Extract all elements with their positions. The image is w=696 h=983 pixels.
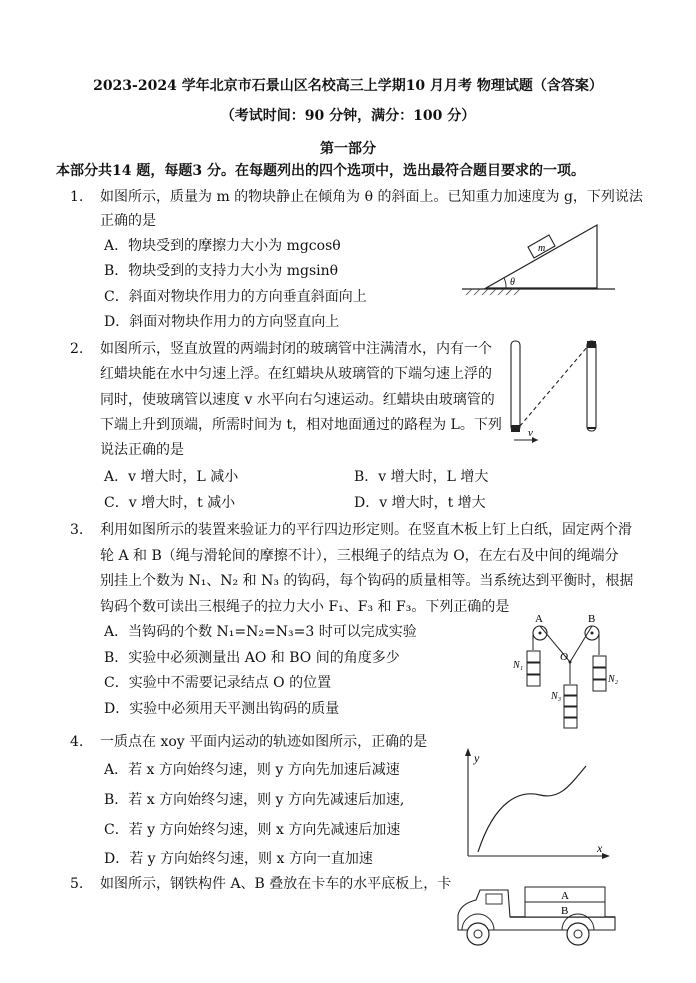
- q5-number: 5.: [70, 876, 84, 892]
- q1-option-b: B．物块受到的支持力大小为 mgsinθ: [104, 263, 339, 279]
- q5-block-b-label: B: [561, 905, 569, 917]
- q3-option-b: B．实验中必须测量出 AO 和 BO 间的角度多少: [104, 650, 400, 666]
- q3-stem-line-3: 别挂上个数为 N₁、N₂ 和 N₃ 的钩码，每个钩码的质量相等。当系统达到平衡时，根据: [100, 573, 634, 589]
- q4-stem-line-1: 一质点在 xoy 平面内运动的轨迹如图所示，正确的是: [100, 734, 428, 750]
- q2-velocity-label: v: [528, 427, 533, 439]
- part-heading: 第一部分: [320, 141, 376, 157]
- q1-stem-line-2: 正确的是: [100, 213, 156, 229]
- q2-stem-line-2: 红蜡块能在水中匀速上浮。在红蜡块从玻璃管的下端匀速上浮的: [100, 366, 492, 382]
- q4-option-b: B．若 x 方向始终匀速，则 y 方向先减速后加速,: [104, 792, 405, 808]
- document-title: 2023-2024 学年北京市石景山区名校高三上学期10 月月考 物理试题（含答案）: [93, 78, 603, 94]
- q3-option-d: D．实验中必须用天平测出钩码的质量: [104, 701, 340, 717]
- q1-angle-label: θ: [510, 277, 515, 288]
- q2-stem-line-1: 如图所示，竖直放置的两端封闭的玻璃管中注满清水，内有一个: [100, 341, 492, 357]
- q3-n1-label: N₁: [513, 660, 524, 671]
- q1-number: 1.: [70, 189, 84, 205]
- q3-option-c: C．实验中不需要记录结点 O 的位置: [104, 675, 332, 691]
- q3-option-a: A．当钩码的个数 N₁=N₂=N₃=3 时可以完成实验: [104, 624, 417, 640]
- q3-n2-label: N₂: [608, 674, 619, 685]
- q1-option-d: D．斜面对物块作用力的方向竖直向上: [104, 314, 340, 330]
- q3-knot-label: O: [560, 651, 568, 663]
- q1-block-label: m: [538, 243, 546, 254]
- q2-stem-line-5: 说法正确的是: [100, 442, 184, 458]
- exam-info: （考试时间：90 分钟，满分：100 分）: [220, 108, 476, 124]
- section-instructions: 本部分共14 题，每题3 分。在每题列出的四个选项中，选出最符合题目要求的一项。: [56, 163, 585, 179]
- q3-number: 3.: [70, 522, 84, 538]
- q2-option-d: D．v 增大时，t 增大: [354, 495, 486, 511]
- q2-number: 2.: [70, 341, 84, 357]
- q3-n3-label: N₃: [551, 691, 562, 702]
- q3-stem-line-1: 利用如图所示的装置来验证力的平行四边形定则。在竖直木板上钉上白纸，固定两个滑: [100, 522, 632, 538]
- q2-option-b: B．v 增大时，L 增大: [354, 469, 489, 485]
- q1-stem-line-1: 如图所示，质量为 m 的物块静止在倾角为 θ 的斜面上。已知重力加速度为 g，下列说法: [100, 189, 643, 205]
- q4-option-d: D．若 y 方向始终匀速，则 x 方向一直加速: [104, 851, 373, 867]
- q3-stem-line-2: 轮 A 和 B（绳与滑轮间的摩擦不计），三根绳子的结点为 O，在左右及中间的绳端分: [100, 548, 619, 564]
- q2-stem-line-3: 同时，使玻璃管以速度 v 水平向右匀速运动。红蜡块由玻璃管的: [100, 392, 495, 408]
- q2-option-c: C．v 增大时，t 减小: [104, 495, 236, 511]
- q1-option-c: C．斜面对物块作用力的方向垂直斜面向上: [104, 289, 367, 305]
- q2-stem-line-4: 下端上升到顶端，所需时间为 t，相对地面通过的路程为 L。下列: [100, 417, 502, 433]
- q5-stem-line-1: 如图所示，钢铁构件 A、B 叠放在卡车的水平底板上，卡: [100, 876, 452, 892]
- q1-option-a: A．物块受到的摩擦力大小为 mgcosθ: [104, 238, 341, 254]
- q3-stem-line-4: 钩码个数可读出三根绳子的拉力大小 F₁、F₃ 和 F₃。下列正确的是: [100, 599, 510, 615]
- q4-x-axis-label: x: [597, 841, 603, 855]
- q3-pulley-b-label: B: [588, 613, 596, 625]
- q4-option-c: C．若 y 方向始终匀速，则 x 方向先减速后加速: [104, 822, 401, 838]
- q3-pulley-a-label: A: [535, 613, 543, 625]
- q2-option-a: A．v 增大时，L 减小: [104, 469, 239, 485]
- q4-y-axis-label: y: [474, 751, 480, 765]
- q5-block-a-label: A: [561, 890, 569, 902]
- q4-number: 4.: [70, 734, 84, 750]
- q4-option-a: A．若 x 方向始终匀速，则 y 方向先加速后减速: [104, 762, 400, 778]
